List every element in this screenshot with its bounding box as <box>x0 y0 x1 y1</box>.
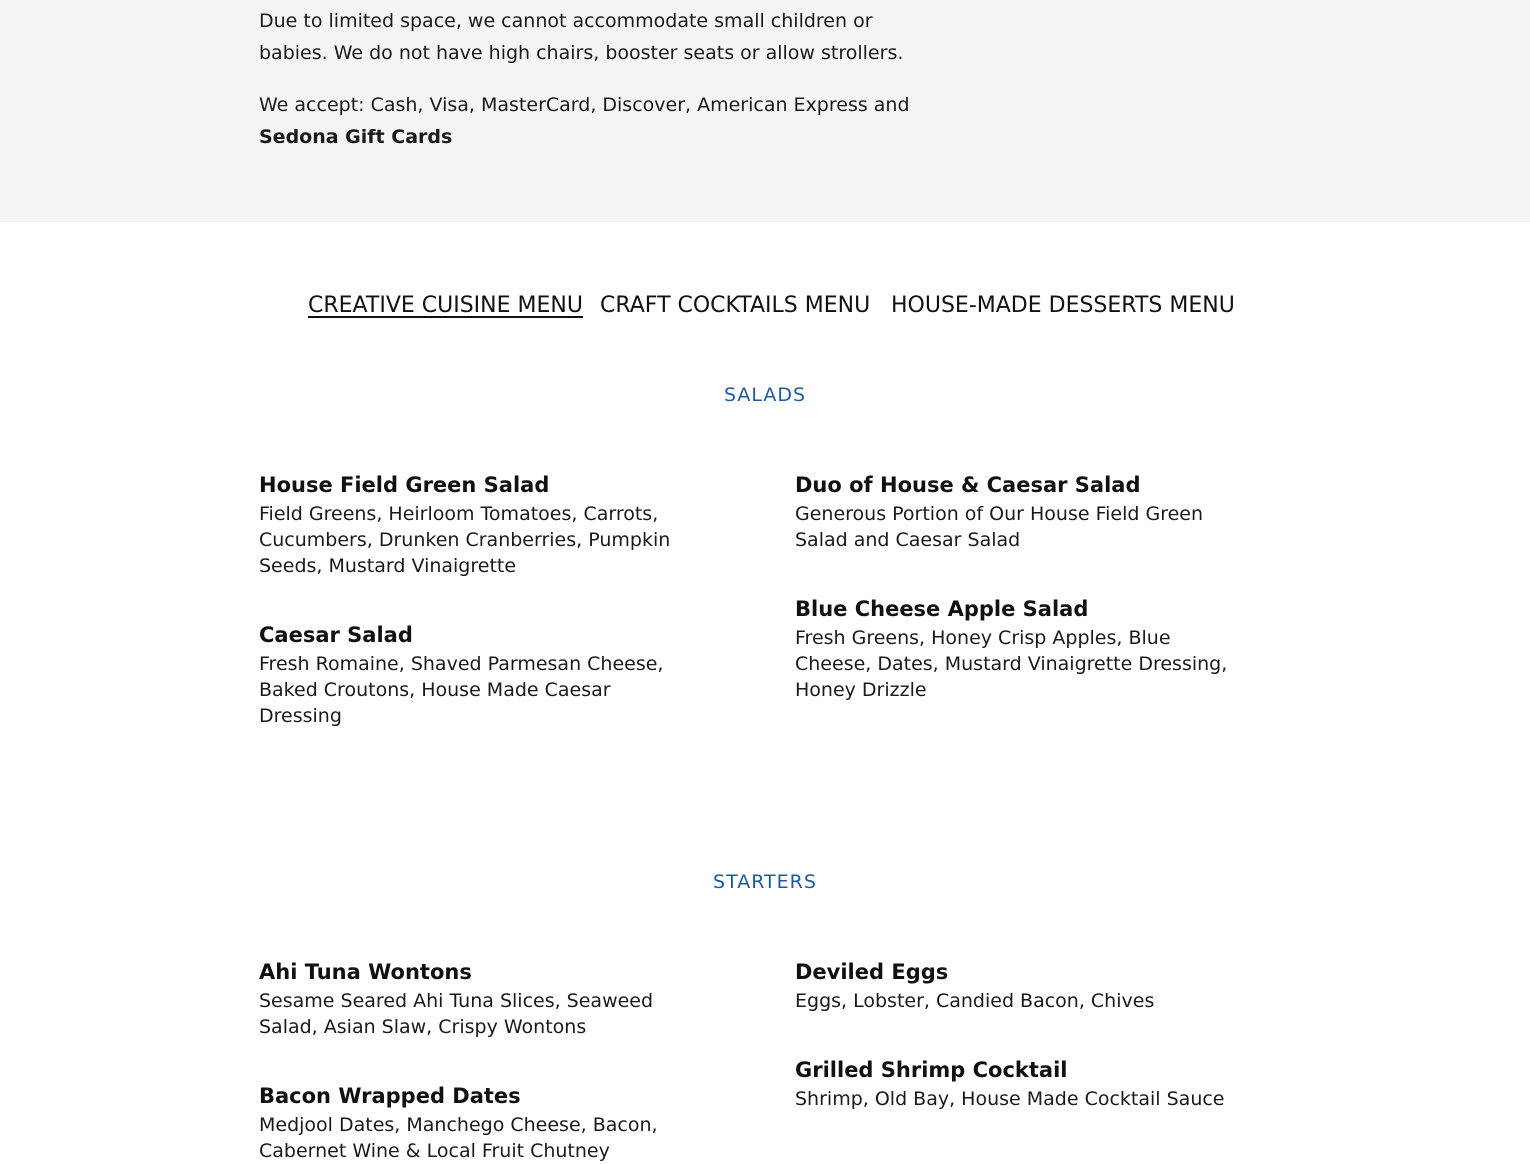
gift-cards: Sedona Gift Cards <box>259 126 453 148</box>
children-notice: Due to limited space, we cannot accommodate small children or babies. We do not have high chairs, booster seats or allow strollers. <box>259 10 904 64</box>
item-description: Fresh Romaine, Shaved Parmesan Cheese, Baked Croutons, House Made Caesar Dressing <box>259 653 664 727</box>
item-description: Eggs, Lobster, Candied Bacon, Chives <box>795 990 1155 1012</box>
menu-item <box>795 471 1235 553</box>
nav-house-made-desserts-menu[interactable]: HOUSE-MADE DESSERTS MENU <box>891 293 1235 318</box>
menu-item <box>259 471 699 579</box>
item-name: Grilled Shrimp Cocktail <box>795 1058 1068 1082</box>
item-name: House Field Green Salad <box>259 473 550 497</box>
payment-methods: We accept: Cash, Visa, MasterCard, Discover, American Express and <box>259 94 910 116</box>
menu-item <box>795 1056 1235 1112</box>
nav-creative-cuisine-menu[interactable]: CREATIVE CUISINE MENU <box>308 293 583 318</box>
item-name: Deviled Eggs <box>795 960 949 984</box>
menu-nav <box>0 288 1530 328</box>
item-name: Bacon Wrapped Dates <box>259 1084 521 1108</box>
payment-notice <box>259 89 939 153</box>
section-title-salads: SALADS <box>723 384 807 406</box>
menu-item <box>259 958 699 1040</box>
item-description: Sesame Seared Ahi Tuna Slices, Seaweed Salad, Asian Slaw, Crispy Wontons <box>259 990 654 1038</box>
menu-item <box>795 595 1235 703</box>
item-name: Blue Cheese Apple Salad <box>795 597 1089 621</box>
item-description: Medjool Dates, Manchego Cheese, Bacon, Cabernet Wine & Local Fruit Chutney <box>259 1114 658 1162</box>
info-band <box>0 0 1530 222</box>
item-description: Shrimp, Old Bay, House Made Cocktail Sauce <box>795 1088 1225 1110</box>
item-description: Fresh Greens, Honey Crisp Apples, Blue Cheese, Dates, Mustard Vinaigrette Dressing, Honey Drizzle <box>795 627 1228 701</box>
section-title-starters: STARTERS <box>713 871 817 893</box>
item-description: Generous Portion of Our House Field Green Salad and Caesar Salad <box>795 503 1204 551</box>
item-description: Field Greens, Heirloom Tomatoes, Carrots, Cucumbers, Drunken Cranberries, Pumpkin Seeds, Mustard Vinaigrette <box>259 503 671 577</box>
item-name: Duo of House & Caesar Salad <box>795 473 1141 497</box>
menu-item <box>259 1082 699 1164</box>
item-name: Caesar Salad <box>259 623 413 647</box>
menu-item <box>259 621 699 729</box>
nav-craft-cocktails-menu[interactable]: CRAFT COCKTAILS MENU <box>600 293 871 318</box>
item-name: Ahi Tuna Wontons <box>259 960 472 984</box>
menu-item <box>795 958 1235 1014</box>
